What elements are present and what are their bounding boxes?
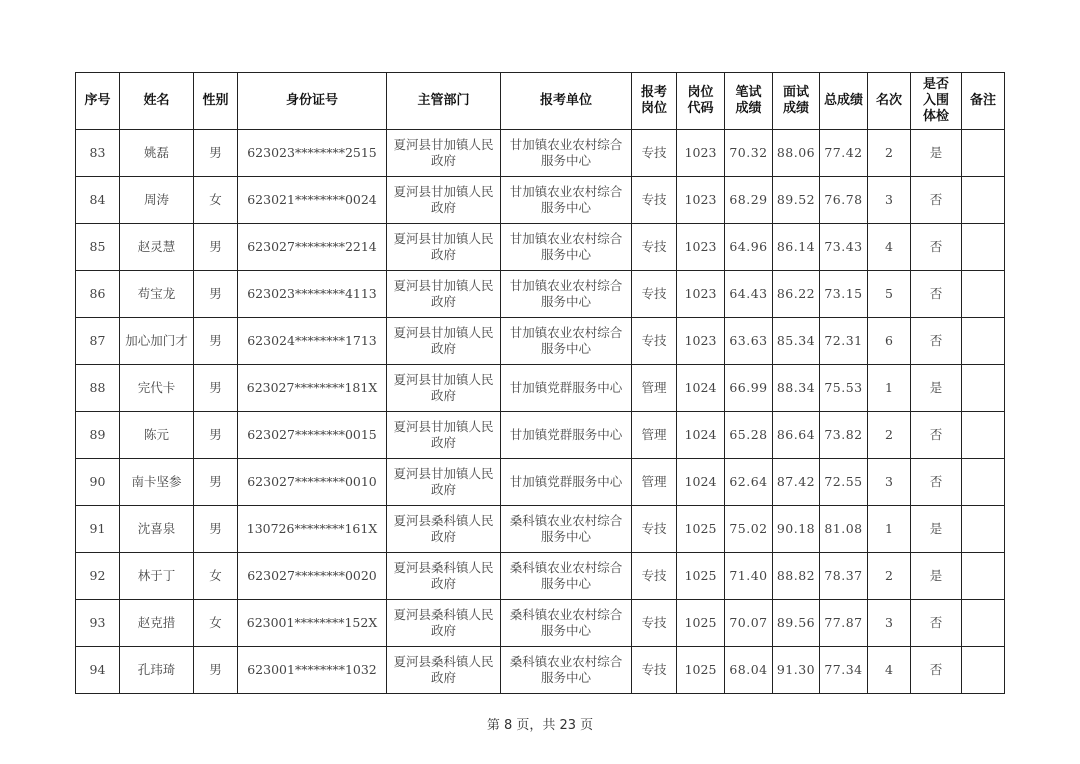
cell-gender: 男: [194, 412, 238, 459]
cell-post-code: 1023: [677, 177, 725, 224]
cell-post-code: 1024: [677, 412, 725, 459]
cell-interview-score: 86.64: [773, 412, 820, 459]
cell-index: 87: [76, 318, 120, 365]
cell-remark: [962, 459, 1005, 506]
cell-rank: 1: [868, 506, 911, 553]
cell-name: 沈喜泉: [120, 506, 194, 553]
cell-total-score: 75.53: [820, 365, 868, 412]
cell-shortlisted: 是: [911, 365, 962, 412]
cell-department: 夏河县桑科镇人民政府: [387, 600, 501, 647]
cell-written-score: 63.63: [725, 318, 773, 365]
cell-remark: [962, 271, 1005, 318]
cell-id-number: 623023********2515: [238, 130, 387, 177]
cell-shortlisted: 否: [911, 177, 962, 224]
cell-written-score: 66.99: [725, 365, 773, 412]
table-row: [76, 177, 1005, 224]
cell-department: 夏河县桑科镇人民政府: [387, 647, 501, 694]
table-row: [76, 271, 1005, 318]
cell-interview-score: 90.18: [773, 506, 820, 553]
cell-department: 夏河县甘加镇人民政府: [387, 318, 501, 365]
cell-interview-score: 85.34: [773, 318, 820, 365]
cell-rank: 2: [868, 130, 911, 177]
header-id-number: 身份证号: [238, 73, 387, 130]
cell-department: 夏河县甘加镇人民政府: [387, 459, 501, 506]
cell-total-score: 73.82: [820, 412, 868, 459]
cell-post: 专技: [632, 506, 677, 553]
cell-gender: 男: [194, 130, 238, 177]
cell-interview-score: 88.06: [773, 130, 820, 177]
cell-rank: 6: [868, 318, 911, 365]
cell-total-score: 81.08: [820, 506, 868, 553]
cell-rank: 4: [868, 647, 911, 694]
cell-id-number: 623027********181X: [238, 365, 387, 412]
cell-name: 苟宝龙: [120, 271, 194, 318]
cell-written-score: 71.40: [725, 553, 773, 600]
cell-post-code: 1024: [677, 365, 725, 412]
cell-total-score: 77.87: [820, 600, 868, 647]
cell-post-code: 1025: [677, 600, 725, 647]
cell-shortlisted: 是: [911, 130, 962, 177]
cell-post-code: 1023: [677, 271, 725, 318]
cell-interview-score: 87.42: [773, 459, 820, 506]
table-row: [76, 224, 1005, 271]
cell-post: 专技: [632, 224, 677, 271]
cell-post-code: 1024: [677, 459, 725, 506]
cell-rank: 5: [868, 271, 911, 318]
cell-name: 周涛: [120, 177, 194, 224]
cell-written-score: 70.07: [725, 600, 773, 647]
header-total-score: 总成绩: [820, 73, 868, 130]
header-row: [76, 73, 1005, 130]
cell-department: 夏河县甘加镇人民政府: [387, 224, 501, 271]
cell-id-number: 623023********4113: [238, 271, 387, 318]
cell-unit: 甘加镇农业农村综合服务中心: [501, 130, 632, 177]
cell-rank: 4: [868, 224, 911, 271]
cell-department: 夏河县甘加镇人民政府: [387, 130, 501, 177]
cell-department: 夏河县桑科镇人民政府: [387, 506, 501, 553]
table-row: [76, 412, 1005, 459]
table-row: [76, 318, 1005, 365]
cell-post-code: 1025: [677, 647, 725, 694]
cell-post-code: 1025: [677, 553, 725, 600]
cell-shortlisted: 否: [911, 271, 962, 318]
cell-gender: 女: [194, 177, 238, 224]
cell-post: 专技: [632, 647, 677, 694]
cell-written-score: 64.96: [725, 224, 773, 271]
cell-id-number: 623021********0024: [238, 177, 387, 224]
cell-remark: [962, 506, 1005, 553]
cell-written-score: 70.32: [725, 130, 773, 177]
cell-shortlisted: 否: [911, 459, 962, 506]
cell-rank: 3: [868, 459, 911, 506]
cell-id-number: 623024********1713: [238, 318, 387, 365]
header-shortlisted: 是否 入围 体检: [911, 73, 962, 130]
cell-name: 完代卡: [120, 365, 194, 412]
cell-interview-score: 91.30: [773, 647, 820, 694]
cell-post: 管理: [632, 459, 677, 506]
cell-post-code: 1023: [677, 130, 725, 177]
cell-name: 赵灵慧: [120, 224, 194, 271]
cell-total-score: 73.43: [820, 224, 868, 271]
cell-unit: 桑科镇农业农村综合服务中心: [501, 647, 632, 694]
cell-name: 林于丁: [120, 553, 194, 600]
header-post-code: 岗位 代码: [677, 73, 725, 130]
table-body: [76, 130, 1005, 694]
cell-id-number: 623001********152X: [238, 600, 387, 647]
cell-gender: 男: [194, 506, 238, 553]
table-row: [76, 647, 1005, 694]
cell-index: 88: [76, 365, 120, 412]
cell-unit: 甘加镇党群服务中心: [501, 459, 632, 506]
cell-written-score: 64.43: [725, 271, 773, 318]
cell-gender: 男: [194, 459, 238, 506]
cell-index: 93: [76, 600, 120, 647]
cell-interview-score: 86.14: [773, 224, 820, 271]
header-unit: 报考单位: [501, 73, 632, 130]
cell-total-score: 72.31: [820, 318, 868, 365]
cell-total-score: 73.15: [820, 271, 868, 318]
cell-gender: 男: [194, 271, 238, 318]
cell-total-score: 77.42: [820, 130, 868, 177]
table-row: [76, 459, 1005, 506]
cell-id-number: 623027********0015: [238, 412, 387, 459]
cell-post: 专技: [632, 177, 677, 224]
header-gender: 性别: [194, 73, 238, 130]
cell-unit: 甘加镇农业农村综合服务中心: [501, 318, 632, 365]
cell-department: 夏河县甘加镇人民政府: [387, 177, 501, 224]
cell-shortlisted: 否: [911, 224, 962, 271]
cell-index: 85: [76, 224, 120, 271]
table-row: [76, 130, 1005, 177]
header-name: 姓名: [120, 73, 194, 130]
cell-post-code: 1023: [677, 224, 725, 271]
cell-index: 91: [76, 506, 120, 553]
cell-unit: 桑科镇农业农村综合服务中心: [501, 600, 632, 647]
cell-name: 姚磊: [120, 130, 194, 177]
cell-post: 专技: [632, 553, 677, 600]
cell-interview-score: 89.52: [773, 177, 820, 224]
cell-post: 专技: [632, 600, 677, 647]
cell-post: 管理: [632, 365, 677, 412]
cell-name: 加心加门才: [120, 318, 194, 365]
cell-written-score: 65.28: [725, 412, 773, 459]
cell-gender: 女: [194, 600, 238, 647]
cell-written-score: 68.29: [725, 177, 773, 224]
table-row: [76, 553, 1005, 600]
cell-id-number: 130726********161X: [238, 506, 387, 553]
cell-rank: 1: [868, 365, 911, 412]
header-department: 主管部门: [387, 73, 501, 130]
cell-index: 89: [76, 412, 120, 459]
cell-post-code: 1023: [677, 318, 725, 365]
cell-index: 92: [76, 553, 120, 600]
table-row: [76, 365, 1005, 412]
cell-name: 赵克措: [120, 600, 194, 647]
cell-unit: 甘加镇农业农村综合服务中心: [501, 271, 632, 318]
cell-remark: [962, 365, 1005, 412]
cell-id-number: 623027********2214: [238, 224, 387, 271]
cell-shortlisted: 是: [911, 553, 962, 600]
cell-unit: 甘加镇党群服务中心: [501, 365, 632, 412]
cell-written-score: 68.04: [725, 647, 773, 694]
cell-index: 84: [76, 177, 120, 224]
header-interview-score: 面试 成绩: [773, 73, 820, 130]
cell-shortlisted: 否: [911, 318, 962, 365]
cell-unit: 甘加镇党群服务中心: [501, 412, 632, 459]
cell-id-number: 623001********1032: [238, 647, 387, 694]
cell-gender: 女: [194, 553, 238, 600]
cell-name: 孔玮琦: [120, 647, 194, 694]
cell-department: 夏河县甘加镇人民政府: [387, 412, 501, 459]
cell-remark: [962, 412, 1005, 459]
cell-remark: [962, 177, 1005, 224]
cell-total-score: 76.78: [820, 177, 868, 224]
cell-interview-score: 89.56: [773, 600, 820, 647]
cell-index: 90: [76, 459, 120, 506]
cell-interview-score: 88.82: [773, 553, 820, 600]
cell-remark: [962, 130, 1005, 177]
cell-total-score: 72.55: [820, 459, 868, 506]
cell-id-number: 623027********0010: [238, 459, 387, 506]
header-written-score: 笔试 成绩: [725, 73, 773, 130]
cell-name: 南卡坚参: [120, 459, 194, 506]
header-post: 报考 岗位: [632, 73, 677, 130]
table-row: [76, 506, 1005, 553]
cell-rank: 2: [868, 412, 911, 459]
cell-written-score: 75.02: [725, 506, 773, 553]
header-rank: 名次: [868, 73, 911, 130]
cell-gender: 男: [194, 365, 238, 412]
cell-rank: 3: [868, 600, 911, 647]
cell-shortlisted: 否: [911, 412, 962, 459]
cell-shortlisted: 否: [911, 600, 962, 647]
cell-post: 专技: [632, 318, 677, 365]
cell-index: 94: [76, 647, 120, 694]
cell-unit: 桑科镇农业农村综合服务中心: [501, 553, 632, 600]
cell-total-score: 77.34: [820, 647, 868, 694]
cell-remark: [962, 318, 1005, 365]
header-remark: 备注: [962, 73, 1005, 130]
cell-shortlisted: 否: [911, 647, 962, 694]
cell-remark: [962, 224, 1005, 271]
cell-gender: 男: [194, 224, 238, 271]
cell-shortlisted: 是: [911, 506, 962, 553]
cell-department: 夏河县甘加镇人民政府: [387, 365, 501, 412]
cell-id-number: 623027********0020: [238, 553, 387, 600]
cell-rank: 2: [868, 553, 911, 600]
cell-unit: 桑科镇农业农村综合服务中心: [501, 506, 632, 553]
cell-department: 夏河县甘加镇人民政府: [387, 271, 501, 318]
cell-post: 管理: [632, 412, 677, 459]
results-table: [75, 72, 1005, 694]
cell-department: 夏河县桑科镇人民政府: [387, 553, 501, 600]
cell-total-score: 78.37: [820, 553, 868, 600]
cell-unit: 甘加镇农业农村综合服务中心: [501, 224, 632, 271]
cell-post: 专技: [632, 130, 677, 177]
cell-index: 83: [76, 130, 120, 177]
cell-name: 陈元: [120, 412, 194, 459]
cell-post: 专技: [632, 271, 677, 318]
cell-remark: [962, 600, 1005, 647]
page-number: 第 8 页，共 23 页: [486, 718, 594, 733]
cell-gender: 男: [194, 318, 238, 365]
cell-post-code: 1025: [677, 506, 725, 553]
cell-interview-score: 88.34: [773, 365, 820, 412]
cell-interview-score: 86.22: [773, 271, 820, 318]
cell-remark: [962, 553, 1005, 600]
cell-rank: 3: [868, 177, 911, 224]
header-index: 序号: [76, 73, 120, 130]
cell-written-score: 62.64: [725, 459, 773, 506]
cell-remark: [962, 647, 1005, 694]
table-row: [76, 600, 1005, 647]
cell-index: 86: [76, 271, 120, 318]
cell-gender: 男: [194, 647, 238, 694]
cell-unit: 甘加镇农业农村综合服务中心: [501, 177, 632, 224]
